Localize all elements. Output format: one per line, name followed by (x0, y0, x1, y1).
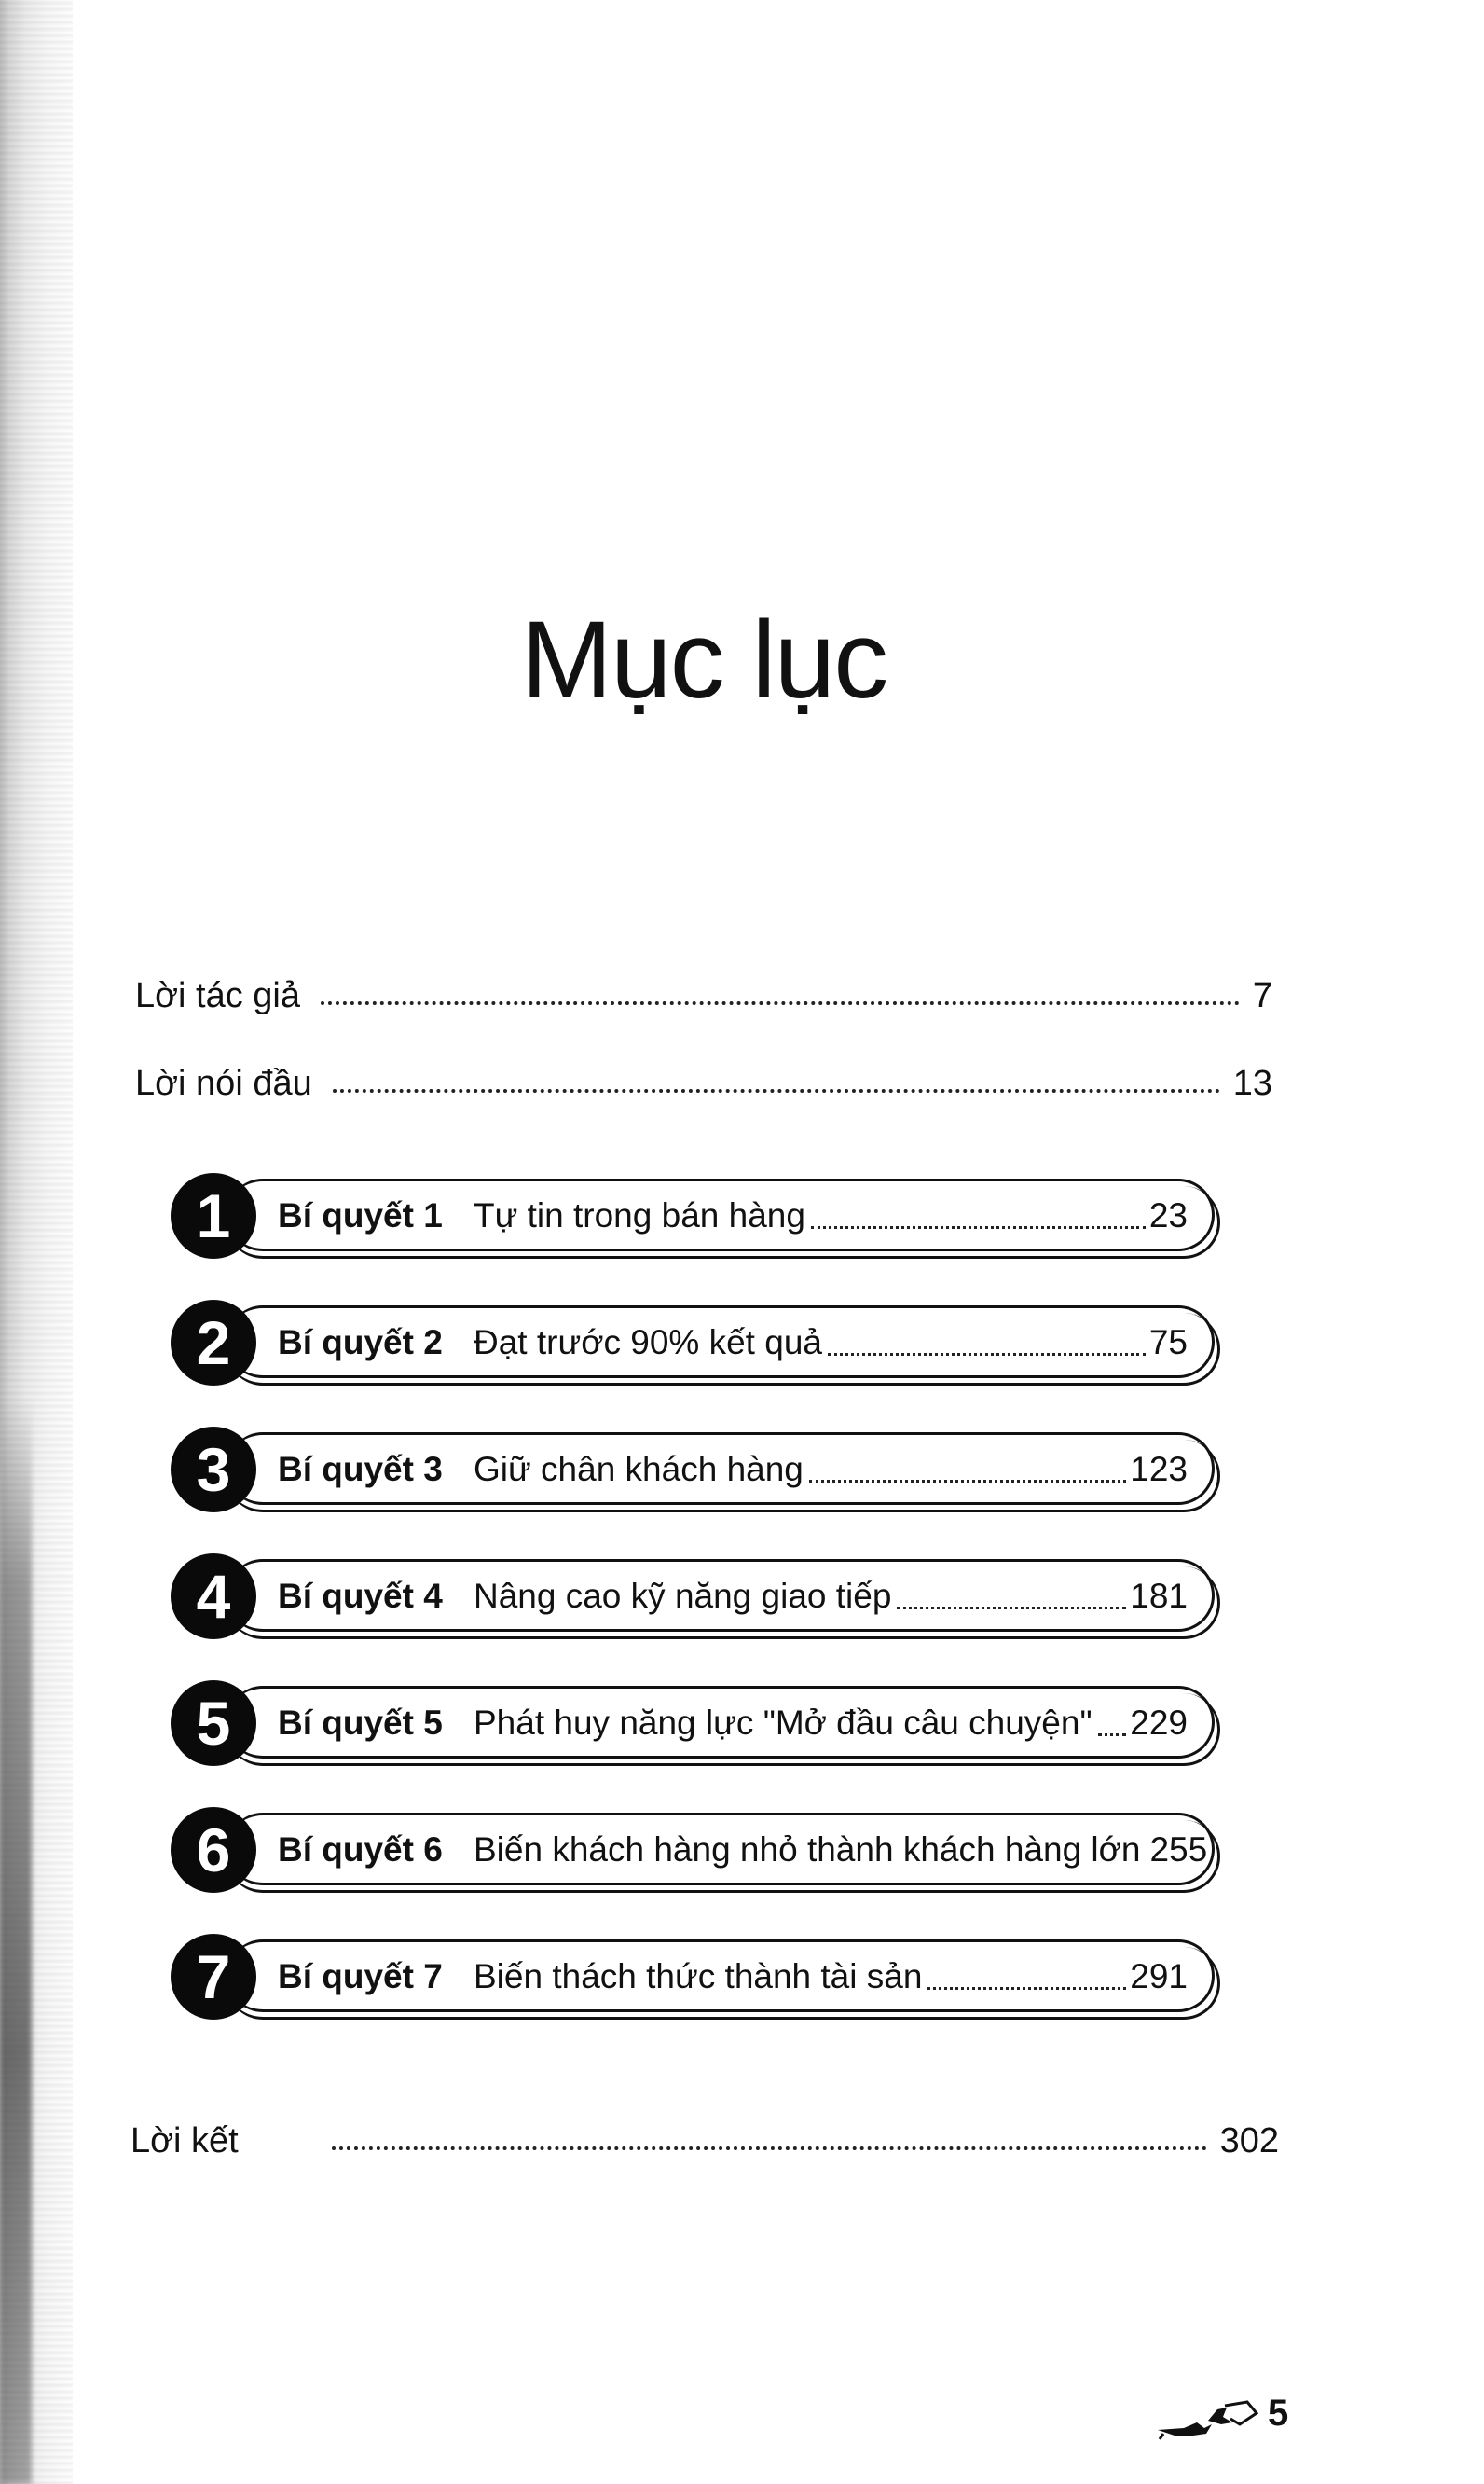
chapter-line (278, 1317, 1210, 1369)
dot-leader (811, 1217, 1146, 1229)
chapter-title: Giữ chân khách hàng (474, 1450, 804, 1488)
chapter-page: 123 (1130, 1450, 1188, 1488)
chapter-page: 181 (1130, 1577, 1188, 1615)
chapter-key: Bí quyết 5 (278, 1704, 443, 1742)
toc-chapter-5[interactable] (171, 1680, 1233, 1766)
toc-entry-author-note[interactable] (135, 960, 1272, 1016)
chapter-key: Bí quyết 4 (278, 1577, 443, 1615)
chapter-title: Đạt trước 90% kết quả (474, 1323, 822, 1361)
chapter-number-badge: 7 (171, 1934, 256, 2020)
chapter-line (278, 1190, 1210, 1242)
toc-chapter-6[interactable] (171, 1807, 1233, 1893)
dot-leader (897, 1597, 1126, 1609)
toc-entry-preface[interactable] (135, 1048, 1272, 1104)
toc-chapter-2[interactable] (171, 1300, 1233, 1386)
toc-chapter-7[interactable] (171, 1934, 1233, 2020)
chapter-key: Bí quyết 6 (278, 1830, 443, 1869)
page-footer (1156, 2387, 1305, 2443)
chapter-key: Bí quyết 7 (278, 1957, 443, 1995)
page-title: Mục lục (520, 599, 887, 722)
chapter-title: Phát huy năng lực "Mở đầu câu chuyện" (474, 1704, 1092, 1742)
chapter-page: 255 (1149, 1830, 1208, 1869)
toc-chapter-3[interactable] (171, 1427, 1233, 1512)
chapter-line (278, 1443, 1210, 1496)
dot-leader (828, 1344, 1146, 1356)
toc-chapter-1[interactable] (171, 1173, 1233, 1259)
dot-leader (928, 1978, 1126, 1990)
dot-leader (1098, 1724, 1127, 1736)
chapter-number-badge: 1 (171, 1173, 256, 1259)
chapter-line (278, 1697, 1210, 1749)
toc-chapter-4[interactable] (171, 1553, 1233, 1639)
toc-entry-label: Lời kết (131, 2121, 239, 2160)
chapter-title: Biến thách thức thành tài sản (474, 1957, 923, 1995)
dot-leader (332, 2137, 1207, 2150)
chapter-key: Bí quyết 2 (278, 1323, 443, 1361)
chapter-line (278, 1951, 1210, 2003)
chapter-page: 291 (1130, 1957, 1188, 1995)
toc-entry-label: Lời nói đầu (135, 1064, 312, 1103)
toc-entry-page: 7 (1252, 976, 1272, 1015)
chapter-title: Tự tin trong bán hàng (474, 1196, 805, 1235)
toc-entry-afterword[interactable] (131, 2105, 1279, 2161)
dot-leader (809, 1470, 1126, 1483)
toc-entry-page: 13 (1232, 1064, 1272, 1103)
chapter-line (278, 1824, 1210, 1876)
chapter-title: Biến khách hàng nhỏ thành khách hàng lớn (474, 1830, 1141, 1869)
toc-entry-page: 302 (1219, 2121, 1279, 2160)
dot-leader (321, 992, 1240, 1005)
chapter-key: Bí quyết 1 (278, 1196, 443, 1235)
chapter-number-badge: 3 (171, 1427, 256, 1512)
running-figure-icon (1156, 2396, 1268, 2443)
dot-leader (333, 1080, 1220, 1093)
chapter-number-badge: 5 (171, 1680, 256, 1766)
chapter-number-badge: 4 (171, 1553, 256, 1639)
chapter-title: Nâng cao kỹ năng giao tiếp (474, 1577, 892, 1615)
chapter-number-badge: 6 (171, 1807, 256, 1893)
chapter-page: 229 (1130, 1704, 1188, 1742)
chapter-line (278, 1570, 1210, 1622)
chapter-key: Bí quyết 3 (278, 1450, 443, 1488)
page-number: 5 (1268, 2393, 1289, 2434)
chapter-page: 23 (1148, 1196, 1188, 1235)
scanned-spine-dark (0, 1399, 32, 2484)
toc-entry-label: Lời tác giả (135, 976, 301, 1015)
chapter-number-badge: 2 (171, 1300, 256, 1386)
chapter-page: 75 (1148, 1323, 1188, 1361)
